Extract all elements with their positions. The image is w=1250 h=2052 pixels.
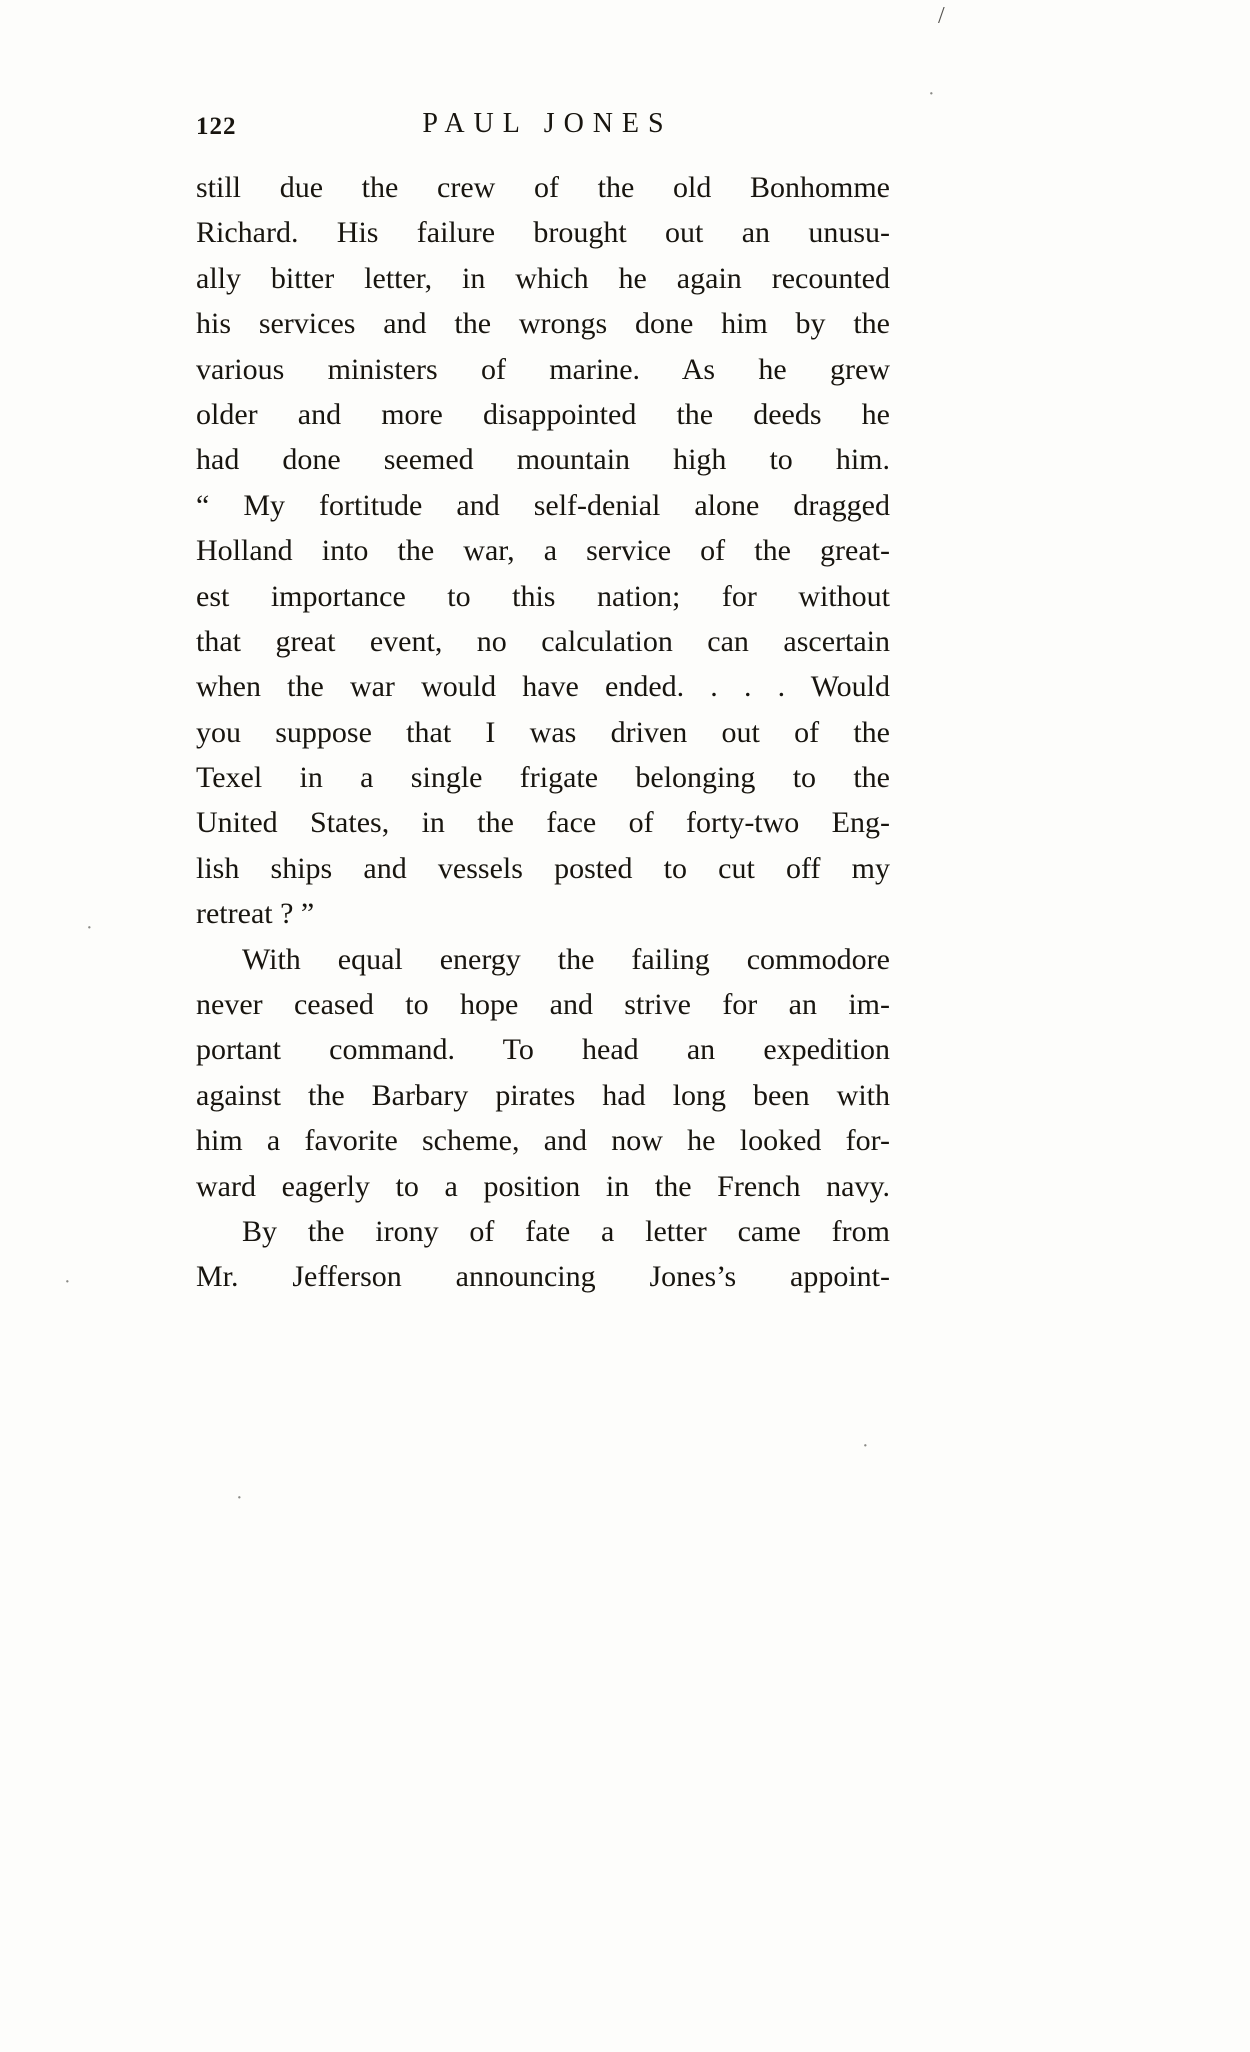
text-line: By the irony of fate a letter came from (242, 1214, 890, 1248)
text-line: Richard. His failure brought out an unusu- (196, 216, 890, 250)
text-line: when the war would have ended. . . . Would (196, 670, 890, 704)
text-line: portant command. To head an expedition (196, 1033, 890, 1067)
text-line: retreat ? ” (196, 897, 315, 931)
page-header (196, 108, 890, 148)
text-line: his services and the wrongs done him by the (196, 307, 890, 341)
text-line: “ My fortitude and self-denial alone dragged (196, 488, 890, 522)
text-line: against the Barbary pirates had long been with (196, 1078, 890, 1112)
scan-artifact-dot: · (928, 83, 935, 105)
text-line: older and more disappointed the deeds he (196, 397, 890, 431)
scan-artifact-dot: · (862, 1435, 869, 1457)
text-line: With equal energy the failing commodore (242, 942, 890, 976)
text-line: that great event, no calculation can ascertain (196, 624, 890, 658)
text-line: United States, in the face of forty-two Eng- (196, 806, 890, 840)
text-line: Mr. Jefferson announcing Jones’s appoint- (196, 1260, 890, 1294)
text-line: never ceased to hope and strive for an im- (196, 988, 890, 1022)
text-line: ward eagerly to a position in the French navy. (196, 1169, 890, 1203)
text-line: various ministers of marine. As he grew (196, 352, 890, 386)
text-line: Texel in a single frigate belonging to the (196, 761, 890, 795)
scan-artifact-slash: / (938, 3, 945, 29)
text-line: ally bitter letter, in which he again recounted (196, 261, 890, 295)
scan-artifact-dot: · (236, 1487, 243, 1509)
scan-artifact-dot: · (64, 1271, 71, 1293)
page-number: 122 (196, 113, 237, 140)
text-line: lish ships and vessels posted to cut off my (196, 851, 890, 885)
text-line: him a favorite scheme, and now he looked for- (196, 1124, 890, 1158)
body-text (196, 165, 890, 1300)
text-line: Holland into the war, a service of the great- (196, 534, 890, 568)
text-line: had done seemed mountain high to him. (196, 443, 890, 477)
text-line: you suppose that I was driven out of the (196, 715, 890, 749)
running-title: PAUL JONES (422, 108, 673, 139)
scan-artifact-dot: · (86, 917, 93, 939)
text-line: still due the crew of the old Bonhomme (196, 171, 890, 204)
text-line: est importance to this nation; for without (196, 579, 890, 613)
